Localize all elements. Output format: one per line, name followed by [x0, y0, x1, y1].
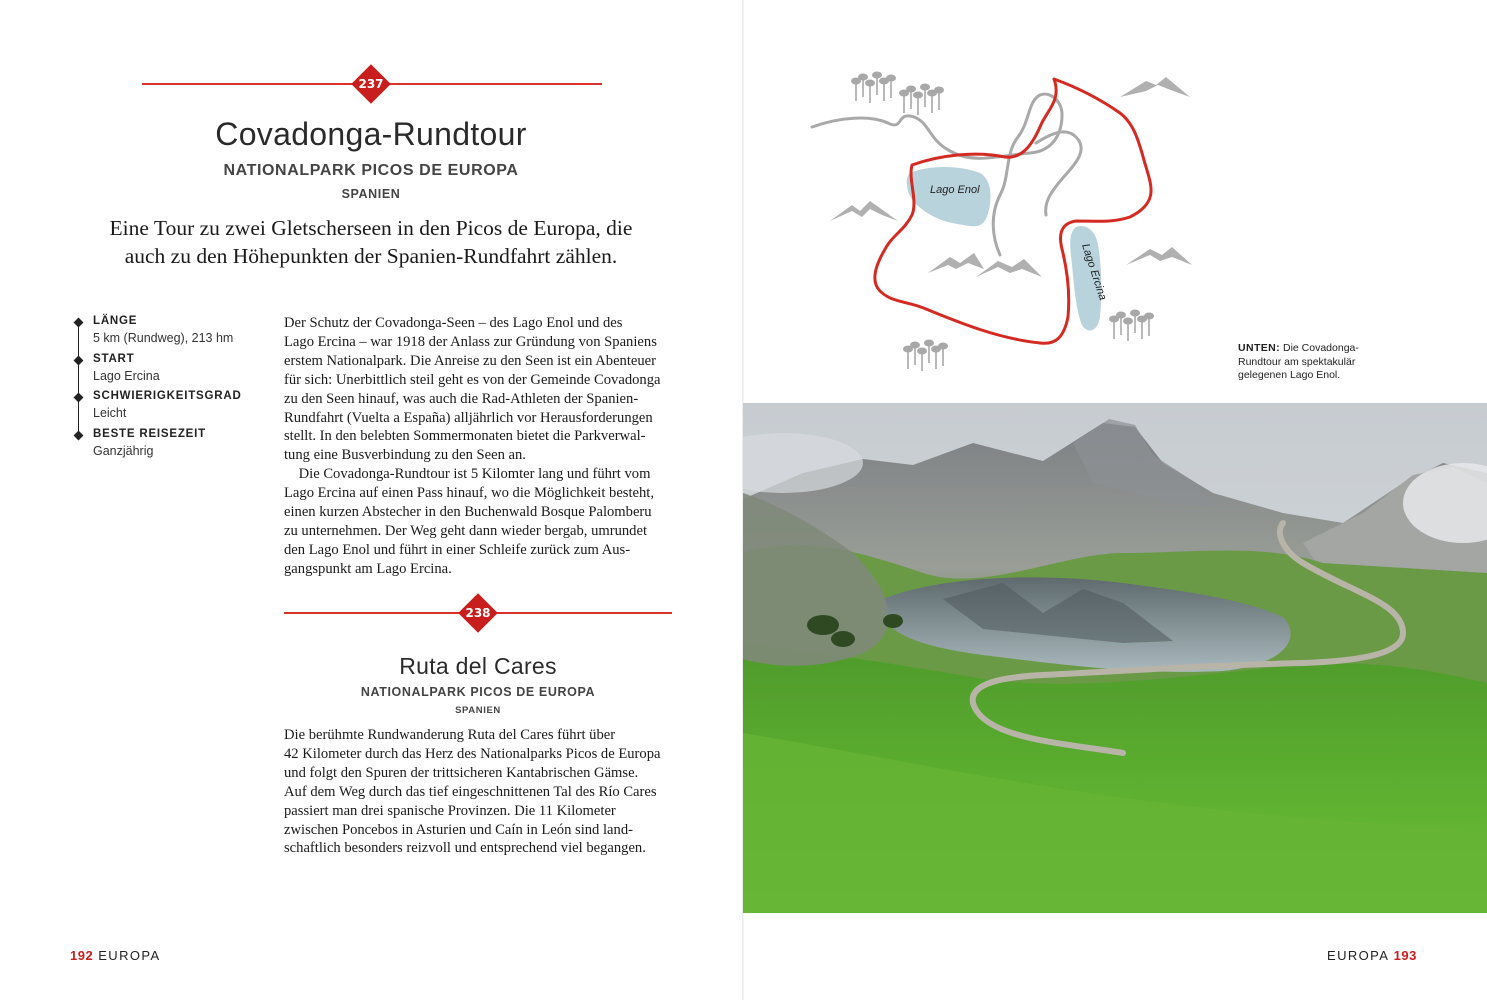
lake-enol-shape — [907, 167, 991, 226]
body-line: passiert man drei spanische Provinzen. Die 11 Kilometer — [284, 802, 616, 819]
map-label-lago-enol: Lago Enol — [930, 184, 980, 196]
fact-value: Lago Ercina — [93, 369, 160, 383]
body-line: tung eine Busverbindung zu den Seen an. — [284, 447, 526, 464]
mountain-icons — [830, 77, 1192, 277]
fact-label: START — [93, 353, 135, 365]
body-line: Lago Ercina – war 1918 der Anlass zur Gründung von Spaniens — [284, 333, 657, 350]
fact-value: 5 km (Rundweg), 213 hm — [93, 331, 234, 345]
tree-grove — [1109, 310, 1154, 342]
route-map — [800, 55, 1220, 385]
page-number: 192 — [70, 948, 94, 963]
body-line: den Lago Enol und führt in einer Schleife zurück zum Aus- — [284, 541, 631, 558]
body-line: Lago Ercina auf einen Pass hinauf, wo die Möglichkeit besteht, — [284, 485, 655, 502]
fact-value: Ganzjährig — [93, 444, 154, 458]
body-line: Die berühmte Rundwanderung Ruta del Cares führt über — [284, 727, 616, 743]
body-line: für sich: Unerbittlich steil geht es von der Gemeinde Covadonga — [284, 371, 661, 388]
page-footer-right — [1327, 948, 1417, 963]
section-body-text — [284, 314, 684, 579]
fact-label: BESTE REISEZEIT — [93, 428, 206, 440]
fact-bullet — [74, 318, 84, 328]
facts-rail — [78, 321, 79, 439]
section-country: SPANIEN — [341, 187, 401, 201]
fact-label: LÄNGE — [93, 315, 138, 327]
body-line: einen kurzen Abstecher in den Buchenwald Bosque Palomberu — [284, 504, 652, 521]
fact-bullet — [74, 431, 84, 441]
section-intro — [92, 214, 650, 270]
body-line: zu unternehmen. Der Weg geht dann wieder bergab, umrundet — [284, 522, 648, 539]
body-line: erstem Nationalpark. Die Anreise zu den Seen ist ein Abenteuer — [284, 352, 657, 369]
body-line: stellt. In den belebten Sommermonaten bietet die Parkverwal- — [284, 428, 646, 445]
body-line: zu den Seen hinauf, was auch die Rad-Athleten der Spanien- — [284, 390, 639, 407]
section-number: 237 — [358, 77, 384, 91]
section-title: Covadonga-Rundtour — [215, 116, 527, 152]
road — [1036, 132, 1081, 215]
landscape-photo — [743, 403, 1487, 913]
fact-bullet — [74, 393, 84, 403]
tree-grove — [903, 340, 948, 372]
section-park-name: NATIONALPARK PICOS DE EUROPA — [360, 685, 596, 699]
running-section: EUROPA — [98, 948, 161, 963]
body-line: Der Schutz der Covadonga-Seen – des Lago Enol und des — [284, 315, 623, 331]
intro-line: auch zu den Höhepunkten der Spanien-Rundfahrt zählen. — [124, 244, 618, 268]
route-map-svg — [800, 55, 1220, 385]
body-line: gangspunkt am Lago Ercina. — [284, 560, 452, 577]
fact-value: Leicht — [93, 406, 127, 420]
page-number: 193 — [1393, 948, 1417, 963]
section-title: Ruta del Cares — [399, 653, 557, 679]
body-line: und folgt den Spuren der trittsicheren Kantabrischen Gämse. — [284, 764, 639, 781]
section-body-text — [284, 726, 684, 858]
running-section: EUROPA — [1327, 948, 1389, 963]
tree-grove — [851, 72, 896, 104]
section-park-name: NATIONALPARK PICOS DE EUROPA — [223, 162, 519, 179]
map-label-lago-ercina: Lago Ercina — [1079, 242, 1109, 302]
body-line: Rundfahrt (Vuelta a España) alljährlich vor Herausforderungen — [284, 409, 653, 426]
caption-label: UNTEN: — [1238, 342, 1281, 354]
section-country: SPANIEN — [455, 705, 501, 716]
body-line: schaftlich besonders reizvoll und entsprechend viel begangen. — [284, 840, 646, 857]
body-line: 42 Kilometer durch das Herz des Nationalparks Picos de Europa — [284, 745, 661, 762]
tree-grove — [899, 84, 944, 116]
body-line: Auf dem Weg durch das tief eingeschnittenen Tal des Río Cares — [284, 783, 657, 800]
body-line: Die Covadonga-Rundtour ist 5 Kilomter lang und führt vom — [284, 466, 651, 483]
page-footer-left — [70, 948, 161, 963]
fact-bullet — [74, 356, 84, 366]
intro-line: Eine Tour zu zwei Gletscherseen in den Picos de Europa, die — [109, 216, 633, 240]
section-number-badge — [458, 593, 498, 633]
fact-label: SCHWIERIGKEITSGRAD — [93, 390, 242, 402]
body-line: zwischen Poncebos in Asturien und Caín in León sind land- — [284, 821, 633, 838]
section-number: 238 — [465, 606, 491, 620]
photo-caption — [1238, 342, 1388, 383]
caption-text: Die Covadonga-Rundtour am spektakulär gelegenen Lago Enol. — [1238, 342, 1359, 381]
landscape-photo-svg — [743, 403, 1487, 913]
section-number-badge — [351, 64, 391, 104]
